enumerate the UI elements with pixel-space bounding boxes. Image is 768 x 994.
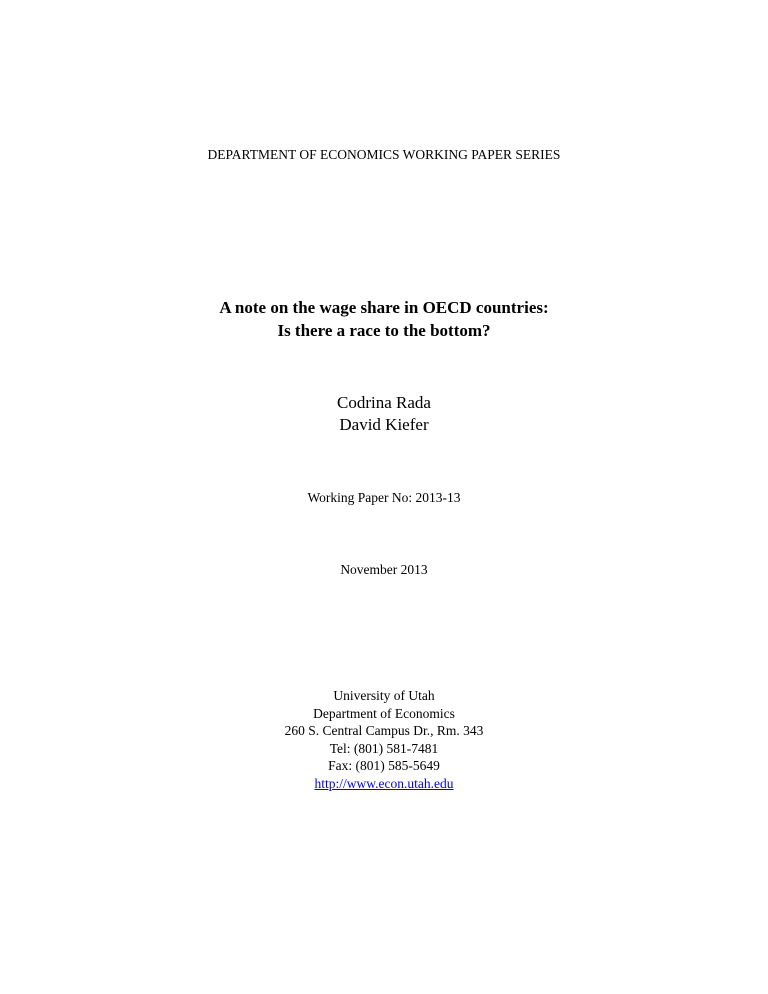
paper-title-line-1: A note on the wage share in OECD countries:: [219, 298, 549, 317]
author-1: Codrina Rada: [337, 393, 431, 412]
institution-address: [0, 687, 768, 792]
university-name: University of Utah: [333, 688, 435, 703]
street-address: 260 S. Central Campus Dr., Rm. 343: [284, 723, 484, 738]
paper-title: [0, 296, 768, 342]
series-heading: DEPARTMENT OF ECONOMICS WORKING PAPER SERIES: [207, 147, 561, 162]
author-list: [0, 392, 768, 436]
telephone: Tel: (801) 581-7481: [329, 740, 439, 756]
website-link[interactable]: http://www.econ.utah.edu: [314, 775, 454, 791]
paper-title-line-2: Is there a race to the bottom?: [277, 321, 491, 340]
fax: Fax: (801) 585-5649: [328, 758, 440, 773]
publication-date: November 2013: [340, 562, 428, 577]
working-paper-number: Working Paper No: 2013-13: [307, 490, 461, 505]
department-name: Department of Economics: [313, 705, 455, 721]
author-2: David Kiefer: [339, 415, 429, 434]
